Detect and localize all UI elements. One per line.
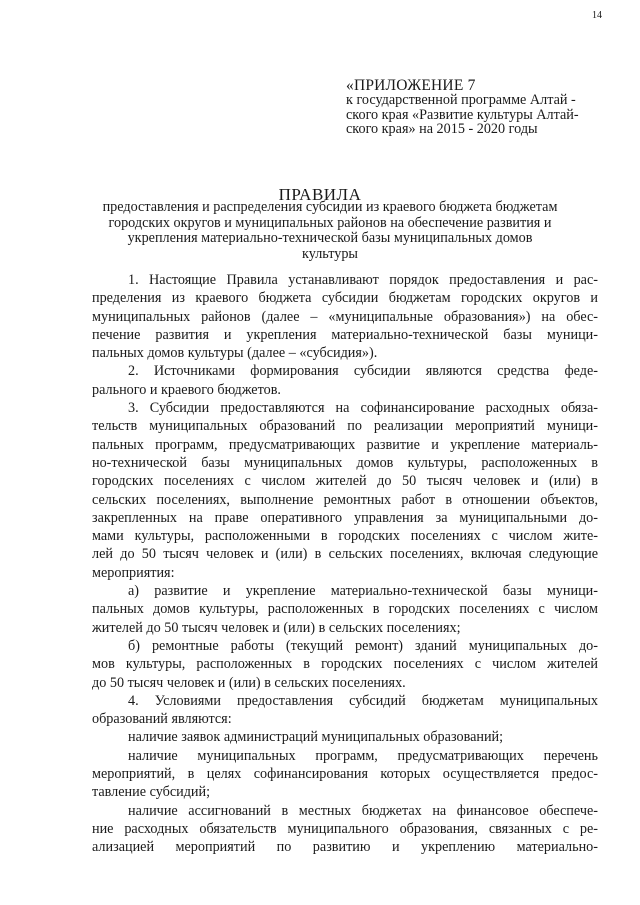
body-line: жителей до 50 тысяч человек и (или) в сельских поселениях; bbox=[92, 619, 461, 636]
document-title: ПРАВИЛА bbox=[278, 185, 362, 204]
body-line: 4. Условиями предоставления субсидий бюджетам муниципальных bbox=[128, 692, 598, 709]
body-line: рального и краевого бюджетов. bbox=[92, 381, 281, 398]
appendix-line: ского края «Развитие культуры Алтай- bbox=[346, 106, 579, 123]
body-line: мероприятия: bbox=[92, 564, 175, 581]
body-line: пальных домов культуры, расположенных в городских поселениях с числом bbox=[92, 601, 598, 618]
body-line: мами культуры, расположенными в городских поселениях с числом жите- bbox=[92, 528, 598, 545]
body-line: 2. Источниками формирования субсидии являются средства феде- bbox=[128, 363, 598, 380]
body-line: мероприятий, в целях софинансирования которых осуществляется предос- bbox=[92, 766, 598, 783]
appendix-header bbox=[346, 78, 608, 137]
subtitle-line: укрепления материально-технической базы муниципальных домов bbox=[127, 230, 533, 246]
body-line: а) развитие и укрепление материально-технической базы муници- bbox=[128, 583, 598, 600]
body-line: до 50 тысяч человек и (или) в сельских поселениях. bbox=[92, 674, 406, 691]
body-line: тельств муниципальных образований по реализации мероприятий муници- bbox=[92, 418, 598, 435]
body-line: наличие муниципальных программ, предусматривающих перечень bbox=[128, 747, 598, 764]
body-line: 3. Субсидии предоставляются на софинансирование расходных обяза- bbox=[128, 400, 598, 417]
body-line: но-технической базы муниципальных домов культуры, расположенных в bbox=[92, 454, 598, 471]
subtitle-line: культуры bbox=[302, 245, 358, 262]
body-line: городских поселениях с числом жителей до 50 тысяч человек и (или) в bbox=[92, 473, 598, 490]
body-line: наличие заявок администраций муниципальных образований; bbox=[128, 729, 504, 746]
body-line: мов культуры, расположенных в городских поселениях с числом жителей bbox=[92, 656, 598, 673]
body-line: закрепленных на праве оперативного управления за муниципальными до- bbox=[92, 509, 598, 526]
body-line: 1. Настоящие Правила устанавливают порядок предоставления и рас- bbox=[128, 272, 598, 288]
body-line: муниципальных районов (далее – «муниципальные образования») на обес- bbox=[92, 308, 598, 325]
appendix-line: к государственной программе Алтай - bbox=[346, 92, 576, 108]
body-line: сельских поселениях, выполнение ремонтных работ в отношении объектов, bbox=[92, 491, 598, 508]
body-line: образований являются: bbox=[92, 711, 232, 728]
document-subtitle bbox=[60, 200, 600, 262]
body-line: лей до 50 тысяч человек и (или) в сельских поселениях, включая следующие bbox=[92, 546, 598, 563]
appendix-line: ского края» на 2015 - 2020 годы bbox=[346, 121, 538, 137]
body-line: пальных домов культуры (далее – «субсидия»). bbox=[92, 345, 378, 362]
body-line: б) ремонтные работы (текущий ремонт) зданий муниципальных до- bbox=[128, 637, 598, 654]
appendix-title: «ПРИЛОЖЕНИЕ 7 bbox=[346, 77, 476, 94]
body-line: ализацией мероприятий по развитию и укреплению материально- bbox=[92, 839, 598, 856]
document-body bbox=[92, 271, 598, 857]
body-line: пределения из краевого бюджета субсидии бюджетам городских округов и bbox=[92, 290, 598, 307]
page-number: 14 bbox=[592, 10, 602, 21]
subtitle-line: предоставления и распределения субсидии из краевого бюджета бюджетам bbox=[102, 199, 558, 215]
body-line: наличие ассигнований в местных бюджетах на финансовое обеспече- bbox=[128, 802, 598, 819]
body-line: ние расходных обязательств муниципального образования, связанных с ре- bbox=[92, 820, 598, 837]
body-line: тавление субсидий; bbox=[92, 784, 211, 801]
body-line: пальных программ, предусматривающих развитие и укрепление материаль- bbox=[92, 436, 598, 453]
subtitle-line: городских округов и муниципальных районов на обеспечение развития и bbox=[108, 214, 552, 231]
body-line: печение развития и укрепления материально-технической базы муници- bbox=[92, 326, 598, 343]
